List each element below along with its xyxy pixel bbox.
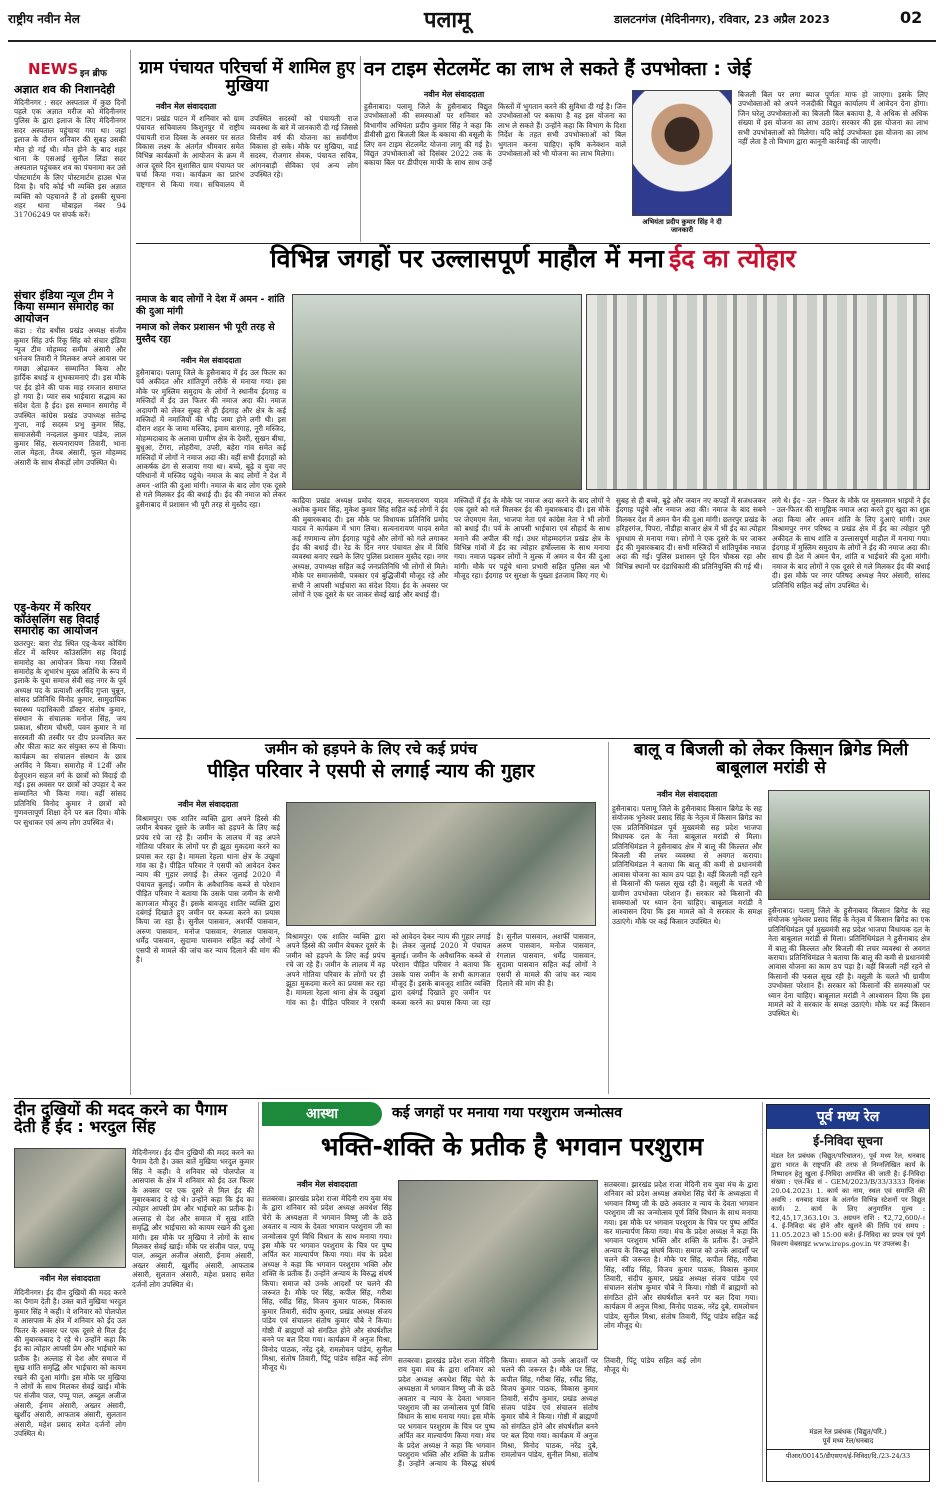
notice-ref: पीआर/00145/डीएसएन/ई-निविदा/दि./23-24/33 [767, 1449, 929, 1460]
brief-item [14, 602, 126, 1059]
bhardul-story [14, 1102, 254, 1482]
parshuram-body: सतबरवा। झारखंड प्रदेश राजा मेदिनी राय युवा मंच के द्वारा शनिवार को प्रदेश अध्यक्ष अवधेश सिंह चेरो के अध्यक्षता में भगवान विष्णु जी के छठे अवतार व न्याय के देवता भगवान परशुराम जी का जन्मोत्सव पूर्ण विधि विधान के साथ मनाया गया। इस मौके पर भगवान परशुराम के चित्र पर पुष्प अर्पित कर माल्यार्पण किया गया। मंच के प्रदेश अध्यक्ष ने कहा कि भगवान परशुराम भक्ति और शक्ति के प्रतीक हैं। उन्होंने अन्याय के विरुद्ध संघर्ष किया। समाज को उनके आदर्शों पर चलने की जरूरत है। मौके पर सिंह, कपील सिंह, गरीबा सिंह, रवींद्र सिंह, विजय कुमार पाठक, विकास कुमार तिवारी, संदीप कुमार, प्रखंड अध्यक्ष संजय पांडेय एवं संचालन संतोष कुमार चौबे ने किया। गोष्ठी में ब्राह्मणों को संगठित होने और संघर्षशील बनने पर बल दिया गया। कार्यक्रम में अनुज मिश्रा, विनोद पाठक, नरेंद्र दुबे, रामलोचन पांडेय, सुनील मिश्रा, संतोष तिवारी, पिंटू पांडेय सहित कई लोग मौजूद थे। [262, 1194, 392, 1373]
story-body-continued: बिजली बिल पर लगा ब्याज पूर्णतः माफ हो जाएगा। इसके लिए उपभोक्ताओं को अपने नजदीकी विद्युत कार्यालय में आवेदन देना होगा। जिन घरेलू उपभोक्ताओं का बिजली बिल बकाया है, वे अधिक से अधिक संख्या में इस योजना का लाभ उठाएं। सरकार की इस योजना का लाभ सभी उपभोक्ताओं को मिलेगा। यदि कोई उपभोक्ता इस योजना का लाभ नहीं लेता है तो विभाग द्वारा कानूनी कार्रवाई की जाएगी। [738, 90, 928, 147]
brief-tag: इन ब्रीफ [80, 69, 107, 79]
parshuram-kicker: कई जगहों पर मनाया गया परशुराम जन्मोत्सव [392, 1105, 623, 1121]
story-headline: वन टाइम सेटलमेंट का लाभ ले सकते हैं उपभोक्ता : जेई [364, 58, 752, 80]
story-byline: नवीन मेल संवाददाता [656, 790, 718, 799]
story-body: हुसैनाबाद। पलामू जिले के हुसैनाबाद विद्युत उपभोक्ताओं की समस्याओं पर शनिवार को विभागीय अभियंता प्रदीप कुमार सिंह ने कहा कि डीवीसी द्वारा बिजली बिल के बकाया की वसूली के लिए वन टाइम सेटलमेंट योजना लागू की गई है। विद्युत उपभोक्ताओं को दिसंबर 2022 तक के बकाया बिल पर डीपीएस माफी के साथ साथ उन्हें किस्तों में भुगतान करने की सुविधा दी गई है। जिन उपभोक्ताओं पर बकाया है वह इस योजना का लाभ ले सकते हैं। उन्होंने कहा कि विभाग के दिशा निर्देश के तहत सभी उपभोक्ताओं को बिल भुगतान करना चाहिए। कृषि कनेक्शन वाले उपभोक्ताओं को भी योजना का लाभ मिलेगा। [364, 102, 626, 168]
eid-body-3: मस्जिदों में ईद के मौके पर नमाज अदा करने के बाद लोगों ने एक दूसरे को गले मिलकर ईद की मुबारकबाद दी। इस मौके पर जेएमएम नेता, भाजपा नेता एवं कांग्रेस नेता ने भी लोगों को बधाई दी। पर्व के आपसी भाईचारा एवं सौहार्द के साथ मनाने की अपील की गई। उधर मोहम्मदगंज प्रखंड क्षेत्र के विभिन्न गांवों में ईद का त्योहार हर्षोल्लास के साथ मनाया गया। नमाज पढ़कर लोगों ने मुल्क में अमन व चैन की दुआ मांगी। मौके पर पहुंचे थाना प्रभारी सहित पुलिस बल भी मौजूद रहा। ईदगाह पर सुरक्षा के पुख्ता इंतजाम किए गए थे। [454, 496, 610, 581]
eid-kicker-1: नमाज के बाद लोगों ने देश में अमन - शांति की दुआ मांगी [136, 294, 285, 317]
eid-body-5: लगे थे। ईद - उल - फितर के मौके पर मुसलमान भाइयों ने ईद - उल-फितर की सामूहिक नमाज अदा करते हुए खुदा का शुक्र अदा किया और अमन शांति के लिए दुआएं मांगी। उधर विश्रामपुर नगर परिषद व प्रखंड क्षेत्र में ईद का त्योहार पूरी अकीदत के साथ शांति व उल्लासपूर्ण माहौल में मनाया गया। ईदगाह में मुस्लिम समुदाय के लोगों ने ईद की नमाज अदा की। साथ ही देश में अमन चैन, शांति व भाईचारे की दुआ मांगी। नमाज के बाद लोगों ने एक दूसरे से गले मिलकर ईद की बधाई दी। इस मौके पर नगर परिषद अध्यक्ष नैयर अंसारी, सांसद प्रतिनिधि सहित कई लोग उपस्थित थे। [772, 496, 930, 590]
brief-body: कंडा : रोड बथीस प्रखंड अध्यक्ष संजीव कुमार सिंह उर्फ रिंकू सिंह को संचार इंडिया न्यूज टीम मोहम्मद समीम अंसारी और धनंजय तिवारी ने मिलकर अपने आवास पर गमछा ओढ़ाकर सम्मानित किया और हार्दिक बधाई व शुभकामनाएं दी। इस मौके पर ईद होने की पाक माह रमजान समाप्त हो गया है। प्यार सब भाईचारा सद्भाव का संदेश देता है ईद। इस सम्मान समारोह में उपस्थित कांग्रेस प्रखंड उपाध्यक्ष सतेन्द्र गुप्ता, नाई सदस्य प्रभु कुमार सिंह, समाजसेवी नन्दलाल कुमार पांडेय, लाल कुमार सिंह, सत्यनारायण तिवारी, भाना लाल मेहता, तैयब अंसारी, फूल मोहम्मद अंसारी के साथ सैकड़ों लोग उपस्थित थे। [14, 326, 126, 467]
story-headline: दीन दुखियों की मदद करने का पैगाम देती है ईद : भरदुल सिंह [14, 1100, 228, 1136]
eid-left-column [136, 294, 286, 734]
column-divider [258, 1102, 259, 1482]
parshuram-body-right: सतबरवा। झारखंड प्रदेश राजा मेदिनी राय युवा मंच के द्वारा शनिवार को प्रदेश अध्यक्ष अवधेश सिंह चेरो के अध्यक्षता में भगवान विष्णु जी के छठे अवतार व न्याय के देवता भगवान परशुराम जी का जन्मोत्सव पूर्ण विधि विधान के साथ मनाया गया। इस मौके पर भगवान परशुराम के चित्र पर पुष्प अर्पित कर माल्यार्पण किया गया। मंच के प्रदेश अध्यक्ष ने कहा कि भगवान परशुराम भक्ति और शक्ति के प्रतीक हैं। उन्होंने अन्याय के विरुद्ध संघर्ष किया। समाज को उनके आदर्शों पर चलने की जरूरत है। मौके पर सिंह, कपील सिंह, गरीबा सिंह, रवींद्र सिंह, विजय कुमार पाठक, विकास कुमार तिवारी, संदीप कुमार, प्रखंड अध्यक्ष संजय पांडेय एवं संचालन संतोष कुमार चौबे ने किया। गोष्ठी में ब्राह्मणों को संगठित होने और संघर्षशील बनने पर बल दिया गया। कार्यक्रम में अनुज मिश्रा, विनोद पाठक, नरेंद्र दुबे, रामलोचन पांडेय, सुनील मिश्रा, संतोष तिवारी, पिंटू पांडेय सहित कई लोग मौजूद थे। [604, 1180, 758, 1331]
eid-photo-people [292, 294, 582, 490]
story-headline: भक्ति-शक्ति के प्रतीक है भगवान परशुराम [320, 1132, 704, 1161]
engineer-photo [632, 90, 732, 216]
land-story [136, 742, 606, 1094]
land-body-continued: विश्रामपुर। एक शातिर व्यक्ति द्वारा अपने हिस्से की जमीन बेचकर दूसरे के जमीन को हड़पने के लिए कई प्रपंच रचे जा रहे हैं। जमीन के लालच में वह अपने गोतिया परिवार के लोगों पर ही झूठा मुकदमा करने का प्रयास कर रहा है। मामला रेहला थाना क्षेत्र के उखुवां गांव का है। पीड़ित परिवार ने एसपी को आवेदन देकर न्याय की गुहार लगाई है। लेकर जुलाई 2020 में पंचायत बुलाई। जमीन के अवैधानिक कब्जे से परेशान पीड़ित परिवार ने बताया कि उसके पास जमीन के सभी कागजात मौजूद हैं। इसके बावजूद शातिर व्यक्ति द्वारा दबंगई दिखाते हुए जमीन पर कब्जा करने का प्रयास किया जा रहा है। सुनील पासवान, अशर्फी पासवान, अरुण पासवान, मनोज पासवान, रंगलाल पासवान, धर्मेंद्र पासवान, सुदामा पासवान सहित कई लोगों ने एसपी से मामले की जांच कर न्याय दिलाने की मांग की है। [286, 932, 596, 1007]
eid-photo-crowd [586, 294, 930, 490]
section-title: पलामू [424, 8, 471, 33]
railway-notice [766, 1104, 930, 1482]
brief-body: मेदिनीनगर : सदर अस्पताल में कुछ दिनों पहले एक अज्ञात मरीज को मेदिनीनगर पुलिस के द्वारा इलाज के लिए मेदिनीनगर सदर अस्पताल पहुंचाया गया था। जहां इलाज के दौरान शनिवार की सुबह उसकी मौत हो गई थी। मौत होने के बाद शहर थाना के एसआई सुनील लिंडा सदर अस्पताल पहुंचकर शव का पंचनामा कर उसे पोस्टमार्टम के लिए पोस्टमार्टम हाउस भेज दिया है। यदि कोई भी व्यक्ति इस अज्ञात व्यक्ति को पहचानते हैं तो इसकी सूचना शहर थाना मोबाइल नंबर 94 31706249 पर संपर्क करें। [14, 97, 127, 220]
section-rule [136, 738, 930, 739]
kisan-story [612, 742, 930, 1094]
story-byline: नवीन मेल संवाददाता [155, 101, 217, 111]
notice-footer: मंडल रेल प्रबंधक (विद्युत/परि.) पूर्व मध्य रेल/धनबाद [809, 1428, 887, 1445]
eid-body-4: सुबह से ही बच्चे, बूढ़े और जवान नए कपड़ों में सजधजकर ईदगाह पहुंचे और नमाज अदा की। नमाज के बाद सबने मिलकर देश में अमन चैन की दुआ मांगी। छतरपुर प्रखंड के हरिहरगंज, पिपरा, नौडीहा बाजार क्षेत्र में भी ईद का त्योहार धूमधाम से मनाया गया। लोगों ने एक दूसरे के घर जाकर ईद की मुबारकबाद दी। सभी मस्जिदों में शांतिपूर्वक नमाज अदा की गई। पुलिस प्रशासन पूरे दिन चौकस रहा और विभिन्न स्थानों पर दंडाधिकारी की प्रतिनियुक्ति की गई थी। [616, 496, 766, 571]
brief-title: संचार इंडिया न्यूज टीम ने किया सम्मान समारोह का आयोजन [14, 288, 114, 325]
news-brief-header [14, 50, 126, 84]
dateline: डालटनगंज (मेदिनीनगर), रविवार, 23 अप्रैल 2023 [614, 13, 830, 26]
column-divider [762, 1102, 763, 1482]
land-photo [286, 802, 596, 926]
masthead [8, 4, 938, 44]
settlement-story [364, 60, 930, 240]
brief-body: छतरपुर: बारा रोड स्थित एड्-केयर कोचिंग सेंटर में करियर कॉउंसलिंग सह विदाई समारोह का आयोजन किया गया जिसमें समारोह के शुभारंभ मुख्य अतिथि के रूप में इलाके के युवा समाज सेवी सह नगर के पूर्व अध्यक्ष पद के प्रत्याशी अरविंद गुप्ता चुन्नून, सांसद प्रतिनिधि विनोद कुमार, सामुदायिक स्वास्थ्य पदाधिकारी डॉक्टर संतोष कुमार, संस्थान के संचालक मनोज सिंह, जय प्रकाश, श्रीराम चौधरी, पवन कुमार ने मां सरस्वती की तस्वीर पर दीप प्रज्वलित कर और फीता काट कर संयुक्त रूप से किया। कार्यक्रम का संचालन संस्थान के छात्र अरविंद ने किया। समारोह में 12वीं और ग्रेजुएशन सहज वर्ग के छात्रों को विदाई दी गई। इस अवसर पर छात्रों को उपहार दे कर सम्मानित भी किया गया। वहीं सांसद प्रतिनिधि विनोद कुमार ने छात्रों को गुणवत्तापूर्ण शिक्षा देने पर बल दिया। मौके पर सुधाकर एवं अन्य लोग उपस्थित थे। [14, 638, 126, 827]
story-headline: पीड़ित परिवार ने एसपी से लगाई न्याय की गुहार [207, 759, 535, 782]
story-byline: नवीन मेल संवाददाता [296, 1180, 358, 1189]
brief-title: अज्ञात शव की निशानदेही [14, 83, 115, 96]
section-rule [14, 1098, 930, 1099]
eid-kicker-2: नमाज को लेकर प्रशासन भी पूरी तरह से मुस्तैद रहा [136, 322, 275, 345]
story-byline: नवीन मेल संवाददाता [423, 90, 485, 99]
bhardul-photo [14, 1148, 126, 1268]
story-headline: ग्राम पंचायत परिचर्चा में शामिल हुए मुखिया [139, 58, 355, 96]
story-headline: बालू व बिजली को लेकर किसान ब्रिगेड मिली बाबूलाल मरांडी से [633, 740, 909, 778]
column-divider [360, 56, 361, 242]
paper-name: राष्ट्रीय नवीन मेल [8, 12, 80, 26]
land-body: विश्रामपुर। एक शातिर व्यक्ति द्वारा अपने हिस्से की जमीन बेचकर दूसरे के जमीन को हड़पने के लिए कई प्रपंच रचे जा रहे हैं। जमीन के लालच में वह अपने गोतिया परिवार के लोगों पर ही झूठा मुकदमा करने का प्रयास कर रहा है। मामला रेहला थाना क्षेत्र के उखुवां गांव का है। पीड़ित परिवार ने एसपी को आवेदन देकर न्याय की गुहार लगाई है। लेकर जुलाई 2020 में पंचायत बुलाई। जमीन के अवैधानिक कब्जे से परेशान पीड़ित परिवार ने बताया कि उसके पास जमीन के सभी कागजात मौजूद हैं। इसके बावजूद शातिर व्यक्ति द्वारा दबंगई दिखाते हुए जमीन पर कब्जा करने का प्रयास किया जा रहा है। सुनील पासवान, अशर्फी पासवान, अरुण पासवान, मनोज पासवान, रंगलाल पासवान, धर्मेंद्र पासवान, सुदामा पासवान सहित कई लोगों ने एसपी से मामले की जांच कर न्याय दिलाने की मांग की है। [136, 814, 280, 965]
notice-body: मंडल रेल प्रबंधक (विद्युत/परिचालन), पूर्व मध्य रेल, धनबाद द्वारा भारत के राष्ट्रपति की तरफ से निम्नलिखित कार्य के निष्पादन हेतु खुला ई-निविदा आमंत्रित की जाती है। ई-निविदा संख्या : एल-बिड सं - GEM/2023/B/33/3333 दिनांक 20.04.2023। 1. कार्य का नाम, स्थल एवं समाप्ति की अवधि : धनबाद मंडल के अंतर्गत विभिन्न स्टेशनों पर विद्युत कार्य। 2. कार्य के लिए अनुमानित मूल्य : ₹2,45,17,363.10। 3. अग्रधन राशि : ₹2,72,600/-। 4. ई-निविदा बंद होने और खुलने की तिथि एवं समय : 11.05.2023 को 15:00 बजे। ई-निविदा का प्रपत्र एवं पूर्ण विवरण वेबसाइट www.ireps.gov.in पर उपलब्ध है। [771, 1152, 925, 1248]
kisan-photo [768, 790, 930, 900]
notice-subtitle: ई-निविदा सूचना [813, 1134, 883, 1148]
kisan-body-continued: हुसैनाबाद। पलामू जिले के हुसैनाबाद किसान ब्रिगेड के सह संयोजक भुनेश्वर प्रसाद सिंह के नेतृत्व में किसान ब्रिगेड का एक प्रतिनिधिमंडल पूर्व मुख्यमंत्री सह प्रदेश भाजपा विधायक दल के नेता बाबूलाल मरांडी से मिला। प्रतिनिधिमंडल ने हुसैनाबाद क्षेत्र में बालू की किल्लत और बिजली की लचर व्यवस्था से अवगत कराया। प्रतिनिधिमंडल ने बताया कि बालू की कमी से प्रधानमंत्री आवास योजना का काम ठप पड़ा है। वहीं बिजली नहीं रहने से किसानों की फसल सूख रही है। वसूली के चलते भी ग्रामीण उपभोक्ता परेशान हैं। सरकार को किसानों की समस्याओं पर ध्यान देना चाहिए। बाबूलाल मरांडी ने आश्वासन दिया कि इस मामले को वे सरकार के समक्ष उठाएंगे। मौके पर कई किसान उपस्थित थे। [768, 906, 930, 1019]
news-brief-column [14, 50, 126, 1095]
eid-headline-accent: ईद का त्योहार [668, 244, 796, 273]
brief-item [14, 84, 126, 284]
photo-caption: अभियंता प्रदीप कुमार सिंह ने दी जानकारी [642, 218, 722, 234]
masthead-rule [8, 40, 936, 42]
eid-headline [136, 246, 930, 290]
notice-title: पूर्व मध्य रेल [767, 1105, 929, 1129]
land-kicker: जमीन को हड़पने के लिए रचे कई प्रपंच [264, 740, 478, 758]
story-byline: नवीन मेल संवाददाता [39, 1274, 101, 1283]
column-divider [608, 742, 609, 1094]
story-body: पाटन। प्रखंड पाटन में शनिवार को ग्राम पंचायत सचिवालय किशुनपुर में राष्ट्रीय पंचायती राज दिवस के अवसर पर सतत विकास लक्ष्य के अंतर्गत थीमवार समेत विभिन्न कार्यक्रमों के आयोजन के क्रम में आज दूसरे दिन सुशासित ग्राम पंचायत पर चर्चा किया गया। कार्यक्रम का प्रारंभ राष्ट्रगान से किया गया। सचिवालय में उपस्थित सदस्यों को पंचायती राज व्यवस्था के बारे में जानकारी दी गई जिससे वित्तीय वर्ष की योजना का सर्वांगीण विकास हो सके। मौके पर मुखिया, वार्ड सदस्य, रोजगार सेवक, पंचायत सचिव, आंगनबाड़ी सेविका एवं अन्य लोग उपस्थित रहे। [136, 113, 358, 189]
parshuram-photo [398, 1180, 598, 1350]
eid-body-1: हुसैनाबाद। पलामू जिले के हुसैनाबाद में ईद उल फितर का पर्व अकीदत और शांतिपूर्ण तरीके से मनाया गया। इस मौके पर मुस्लिम समुदाय के लोगों ने स्थानीय ईदगाह व मस्जिदों में ईद उल फितर की नमाज अदा की। नमाज अदायगी को लेकर सुबह से ही ईदगाह और क्षेत्र के कई मस्जिदों में नमाजियों की भीड़ जमा होने लगी थी। इस दौरान शहर के जामा मस्जिद, इमाम बारगाह, नूरी मस्जिद, मोहम्मदाबाद के अलावा ग्रामीण क्षेत्र के देवरी, सुखन बीघा, बुधुआ, टेंगरा, लोहरीया, उपरी, बहेरा गांव समेत कई मस्जिदों में लोगों ने नमाज अदा की। वहीं सभी ईदगाहों को आकर्षक ढंग से सजाया गया था। बच्चे, बूढ़े व युवा नए परिधानों में मस्जिद पहुंचे। नमाज के बाद लोगों ने देश में अमन -शांति की दुआ मांगी। नमाज के बाद लोग एक दूसरे से गले मिलकर ईद की बधाई दी। ईद की नमाज को लेकर हुसैनाबाद में प्रशासन भी पूरी तरह से मुस्तैद रहा। [136, 368, 286, 509]
news-tag: NEWS [28, 60, 79, 78]
story-byline: नवीन मेल संवाददाता [180, 356, 242, 365]
eid-headline-main: विभिन्न जगहों पर उल्लासपूर्ण माहौल में मना [270, 244, 664, 273]
bhardul-body: मेदिनीनगर। ईद दीन दुखियों की मदद करने का पैगाम देती है। उक्त बातें मुखिया भरदुल कुमार सिंह ने कही। वे शनिवार को पोलपोल व आसपास के क्षेत्र में शनिवार को ईद उल फितर के अवसर पर एक दूसरे से मिल ईद की मुबारकबाद दे रहे थे। उन्होंने कहा कि ईद का त्योहार आपसी प्रेम और भाईचारे का प्रतीक है। अल्लाह से देश और समाज में सुख शांति समृद्धि और भाईचारा को कायम रखने की दुआ मांगी। इस मौके पर मुखिया ने लोगों के साथ मिलकर सेवई खाई। मौके पर संजीव पाल, पप्पू पाल, अब्दुल अजीज अंसारी, ईनाम अंसारी, अख्तर अंसारी, खुर्शीद अंसारी, आफताब अंसारी, सुलतान अंसारी, महेश प्रसाद समेत दर्जनों लोग उपस्थित थे। [14, 1288, 126, 1439]
parshuram-story [262, 1102, 758, 1482]
column-divider [130, 50, 131, 1095]
eid-body-2: काद्रिया प्रखंड अध्यक्ष प्रमोद यादव, सत्यनारायण यादव अशोक कुमार सिंह, मुकेश कुमार सिंह सहित कई लोगों ने ईद की मुबारकबाद दी। इस मौके पर विधायक प्रतिनिधि प्रमोद यादव ने कार्यक्रम में भाग लिया। सत्यनारायण यादव समेत कई गणमान्य लोग ईदगाह पहुंचे और लोगों को गले लगाकर ईद की बधाई दी। रेड के दिन नगर पंचायत क्षेत्र में विधि व्यवस्था बनाए रखने के लिए पुलिस प्रशासन मुस्तैद रहा। नगर अध्यक्ष, उपाध्यक्ष सहित कई जनप्रतिनिधि भी लोगों से मिले। मौके पर समाजसेवी, पत्रकार एवं बुद्धिजीवी मौजूद रहे और सभी ने आपसी भाईचारा का संदेश दिया। ईद के अवसर पर लोगों ने एक दूसरे के घर जाकर सेवई खाई और बधाई दी। [292, 496, 448, 600]
bhardul-body-continued: मेदिनीनगर। ईद दीन दुखियों की मदद करने का पैगाम देती है। उक्त बातें मुखिया भरदुल कुमार सिंह ने कही। वे शनिवार को पोलपोल व आसपास के क्षेत्र में शनिवार को ईद उल फितर के अवसर पर एक दूसरे से मिल ईद की मुबारकबाद दे रहे थे। उन्होंने कहा कि ईद का त्योहार आपसी प्रेम और भाईचारे का प्रतीक है। अल्लाह से देश और समाज में सुख शांति समृद्धि और भाईचारा को कायम रखने की दुआ मांगी। इस मौके पर मुखिया ने लोगों के साथ मिलकर सेवई खाई। मौके पर संजीव पाल, पप्पू पाल, अब्दुल अजीज अंसारी, ईनाम अंसारी, अख्तर अंसारी, खुर्शीद अंसारी, आफताब अंसारी, सुलतान अंसारी, महेश प्रसाद समेत दर्जनों लोग उपस्थित थे। [132, 1148, 254, 1289]
story-byline: नवीन मेल संवाददाता [177, 800, 239, 809]
parshuram-body-continued: सतबरवा। झारखंड प्रदेश राजा मेदिनी राय युवा मंच के द्वारा शनिवार को प्रदेश अध्यक्ष अवधेश सिंह चेरो के अध्यक्षता में भगवान विष्णु जी के छठे अवतार व न्याय के देवता भगवान परशुराम जी का जन्मोत्सव पूर्ण विधि विधान के साथ मनाया गया। इस मौके पर भगवान परशुराम के चित्र पर पुष्प अर्पित कर माल्यार्पण किया गया। मंच के प्रदेश अध्यक्ष ने कहा कि भगवान परशुराम भक्ति और शक्ति के प्रतीक हैं। उन्होंने अन्याय के विरुद्ध संघर्ष किया। समाज को उनके आदर्शों पर चलने की जरूरत है। मौके पर सिंह, कपील सिंह, गरीबा सिंह, रवींद्र सिंह, विजय कुमार पाठक, विकास कुमार तिवारी, संदीप कुमार, प्रखंड अध्यक्ष संजय पांडेय एवं संचालन संतोष कुमार चौबे ने किया। गोष्ठी में ब्राह्मणों को संगठित होने और संघर्षशील बनने पर बल दिया गया। कार्यक्रम में अनुज मिश्रा, विनोद पाठक, नरेंद्र दुबे, रामलोचन पांडेय, सुनील मिश्रा, संतोष तिवारी, पिंटू पांडेय सहित कई लोग मौजूद थे। [398, 1356, 701, 1469]
aastha-label: आस्था [262, 1102, 382, 1126]
page-number: 02 [900, 8, 923, 27]
brief-title: एड्-केयर में करियर कॉउंसलिंग सह विदाई समारोह का आयोजन [14, 601, 100, 638]
gram-panchayat-story [136, 60, 358, 240]
brief-item [14, 290, 126, 597]
kisan-body: हुसैनाबाद। पलामू जिले के हुसैनाबाद किसान ब्रिगेड के सह संयोजक भुनेश्वर प्रसाद सिंह के नेतृत्व में किसान ब्रिगेड का एक प्रतिनिधिमंडल पूर्व मुख्यमंत्री सह प्रदेश भाजपा विधायक दल के नेता बाबूलाल मरांडी से मिला। प्रतिनिधिमंडल ने हुसैनाबाद क्षेत्र में बालू की किल्लत और बिजली की लचर व्यवस्था से अवगत कराया। प्रतिनिधिमंडल ने बताया कि बालू की कमी से प्रधानमंत्री आवास योजना का काम ठप पड़ा है। वहीं बिजली नहीं रहने से किसानों की फसल सूख रही है। वसूली के चलते भी ग्रामीण उपभोक्ता परेशान हैं। सरकार को किसानों की समस्याओं पर ध्यान देना चाहिए। बाबूलाल मरांडी ने आश्वासन दिया कि इस मामले को वे सरकार के समक्ष उठाएंगे। मौके पर कई किसान उपस्थित थे। [612, 804, 762, 926]
